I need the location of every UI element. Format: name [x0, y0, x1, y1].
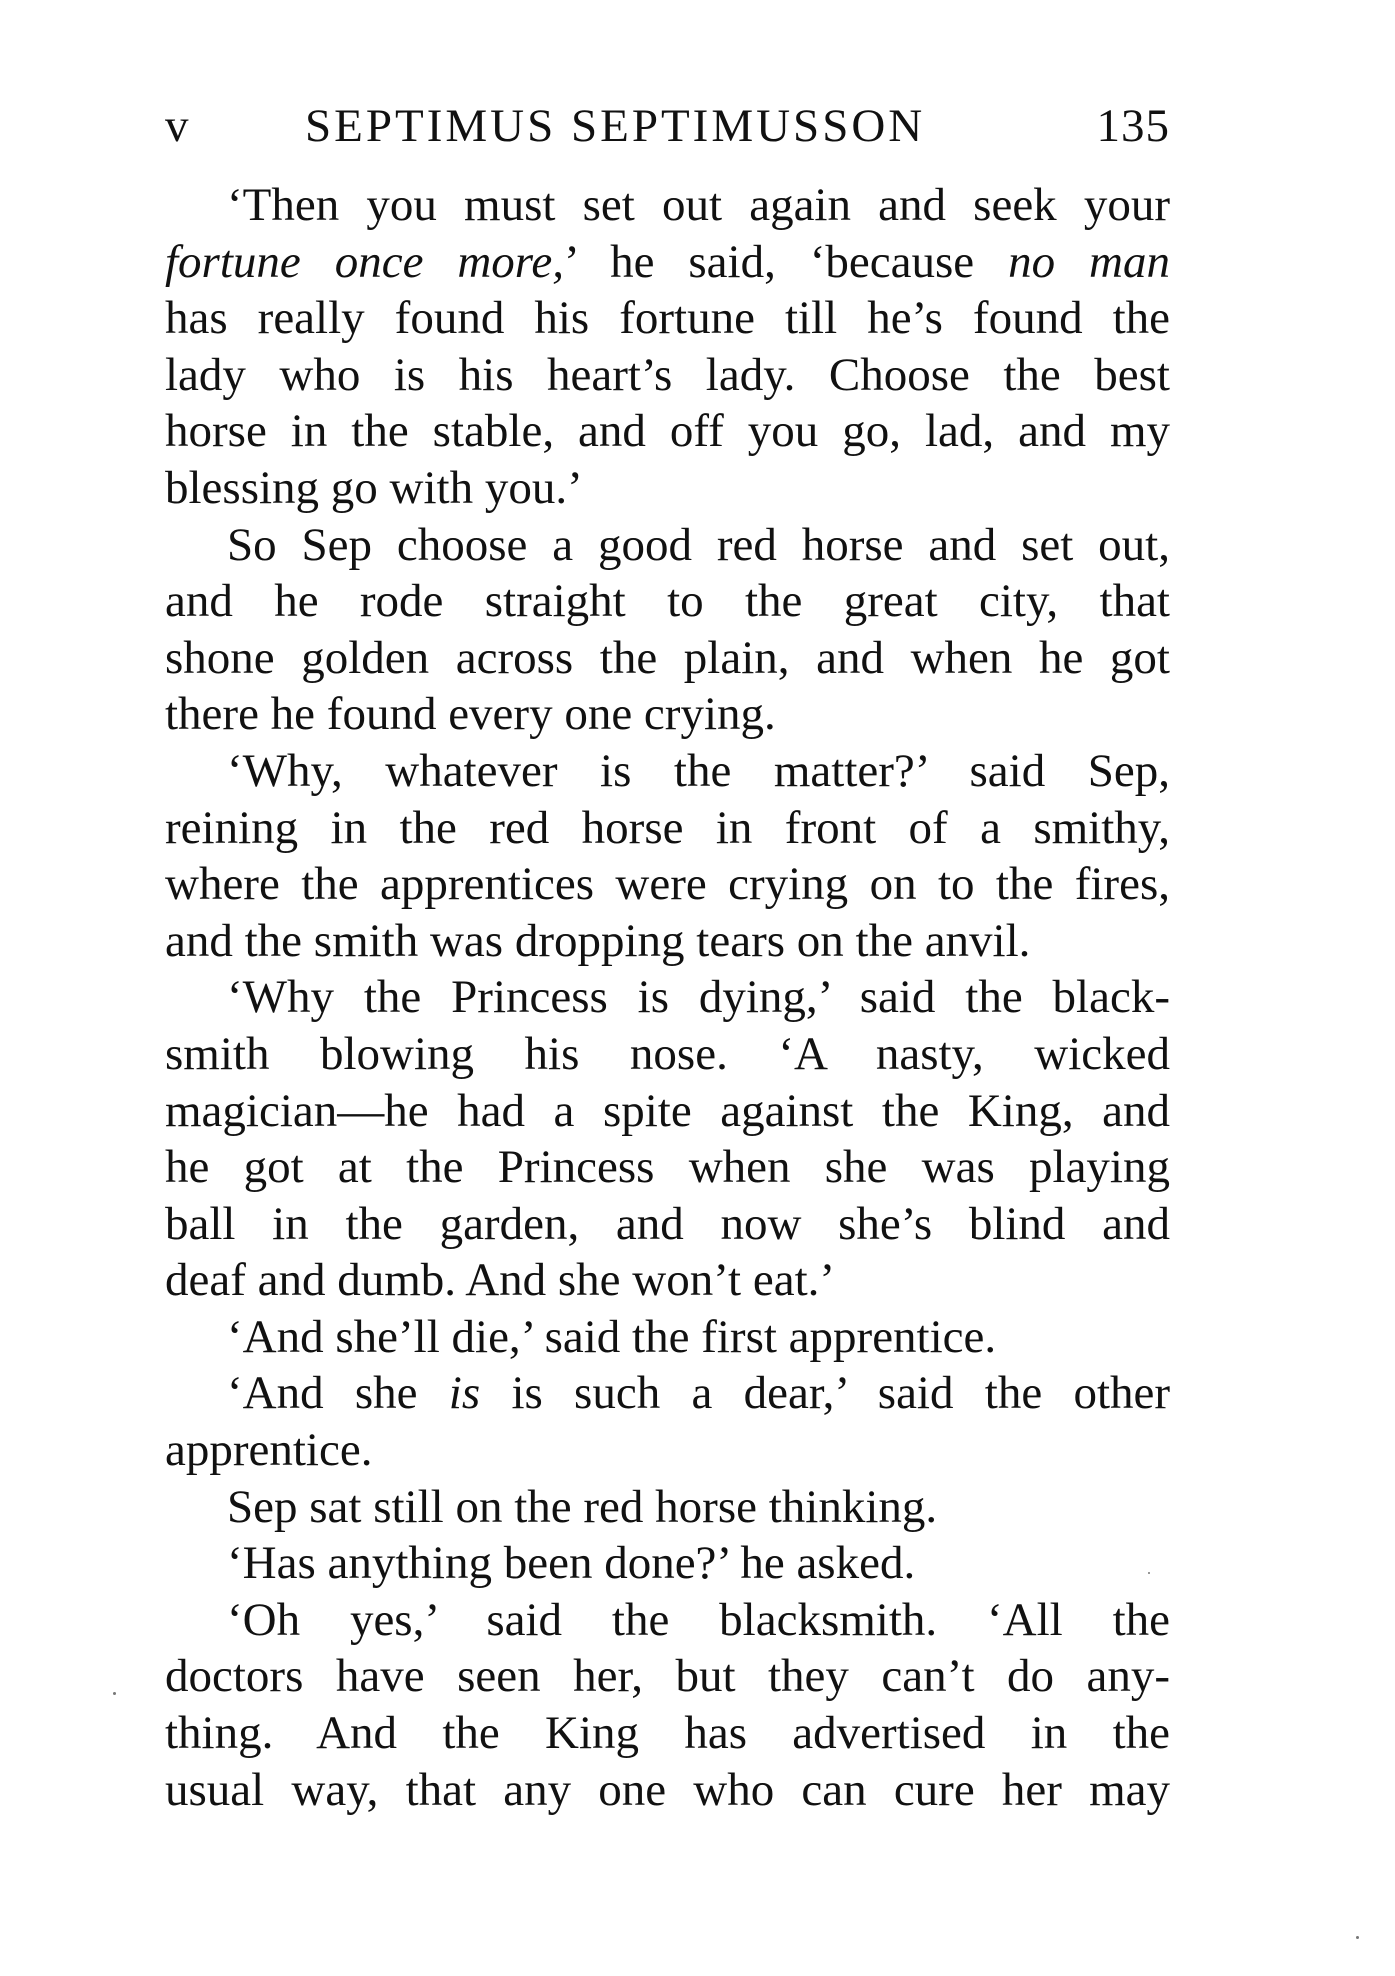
text-fragment: ‘And she [227, 1367, 449, 1420]
text-line: apprentice. [165, 1424, 373, 1477]
section-number: v [165, 100, 191, 152]
running-head [165, 96, 1170, 156]
text-line: ‘And she’ll die,’ said the first apprentice. [227, 1310, 997, 1363]
text-line: there he found every one crying. [165, 688, 776, 741]
text-line: So Sep choose a good red horse and set out, [227, 518, 1170, 571]
text-line: and he rode straight to the great city, that [165, 575, 1170, 628]
text-line: reining in the red horse in front of a smithy, [165, 801, 1170, 854]
italic-text: no man [1008, 235, 1170, 288]
text-line: blessing go with you.’ [165, 461, 583, 514]
text-line: shone golden across the plain, and when he got [165, 631, 1170, 684]
text-line: ‘Then you must set out again and seek your [227, 179, 1170, 231]
text-line: doctors have seen her, but they can’t do any- [165, 1650, 1170, 1703]
text-line: ‘Why, whatever is the matter?’ said Sep, [227, 744, 1170, 797]
text-line: he got at the Princess when she was playing [165, 1141, 1170, 1194]
page-number: 135 [1096, 100, 1170, 152]
text-line: lady who is his heart’s lady. Choose the best [165, 348, 1170, 401]
text-line: magician—he had a spite against the King, and [165, 1084, 1170, 1137]
text-fragment: is such a dear,’ said the other [511, 1367, 1171, 1420]
body-text [165, 177, 1170, 1818]
text-line: ‘Why the Princess is dying,’ said the black- [227, 971, 1170, 1024]
text-line: horse in the stable, and off you go, lad, and my [165, 405, 1170, 458]
paper-speck [113, 1692, 116, 1695]
text-line: ball in the garden, and now she’s blind and [165, 1197, 1170, 1250]
text-line: and the smith was dropping tears on the anvil. [165, 914, 1031, 967]
paper-speck [1148, 1572, 1150, 1574]
text-line: Sep sat still on the red horse thinking. [227, 1480, 938, 1533]
text-line: ‘Oh yes,’ said the blacksmith. ‘All the [227, 1593, 1170, 1646]
italic-word: is [448, 1367, 481, 1420]
text-line: fortune once more,’ he said, ‘because no man [165, 235, 1170, 288]
text-line: deaf and dumb. And she won’t eat.’ [165, 1254, 836, 1307]
text-line: smith blowing his nose. ‘A nasty, wicked [165, 1027, 1170, 1080]
text-line: ‘Has anything been done?’ he asked. [227, 1537, 916, 1590]
chapter-title: SEPTIMUS SEPTIMUSSON [305, 100, 926, 152]
text-line: usual way, that any one who can cure her may [165, 1763, 1170, 1816]
text-line: where the apprentices were crying on to the fires, [165, 858, 1170, 911]
text-line [165, 1365, 1170, 1422]
text-line: has really found his fortune till he’s found the [165, 292, 1170, 345]
text-line: thing. And the King has advertised in the [165, 1707, 1170, 1760]
paper-speck [1356, 1936, 1359, 1939]
italic-text: fortune once more, [165, 235, 564, 288]
